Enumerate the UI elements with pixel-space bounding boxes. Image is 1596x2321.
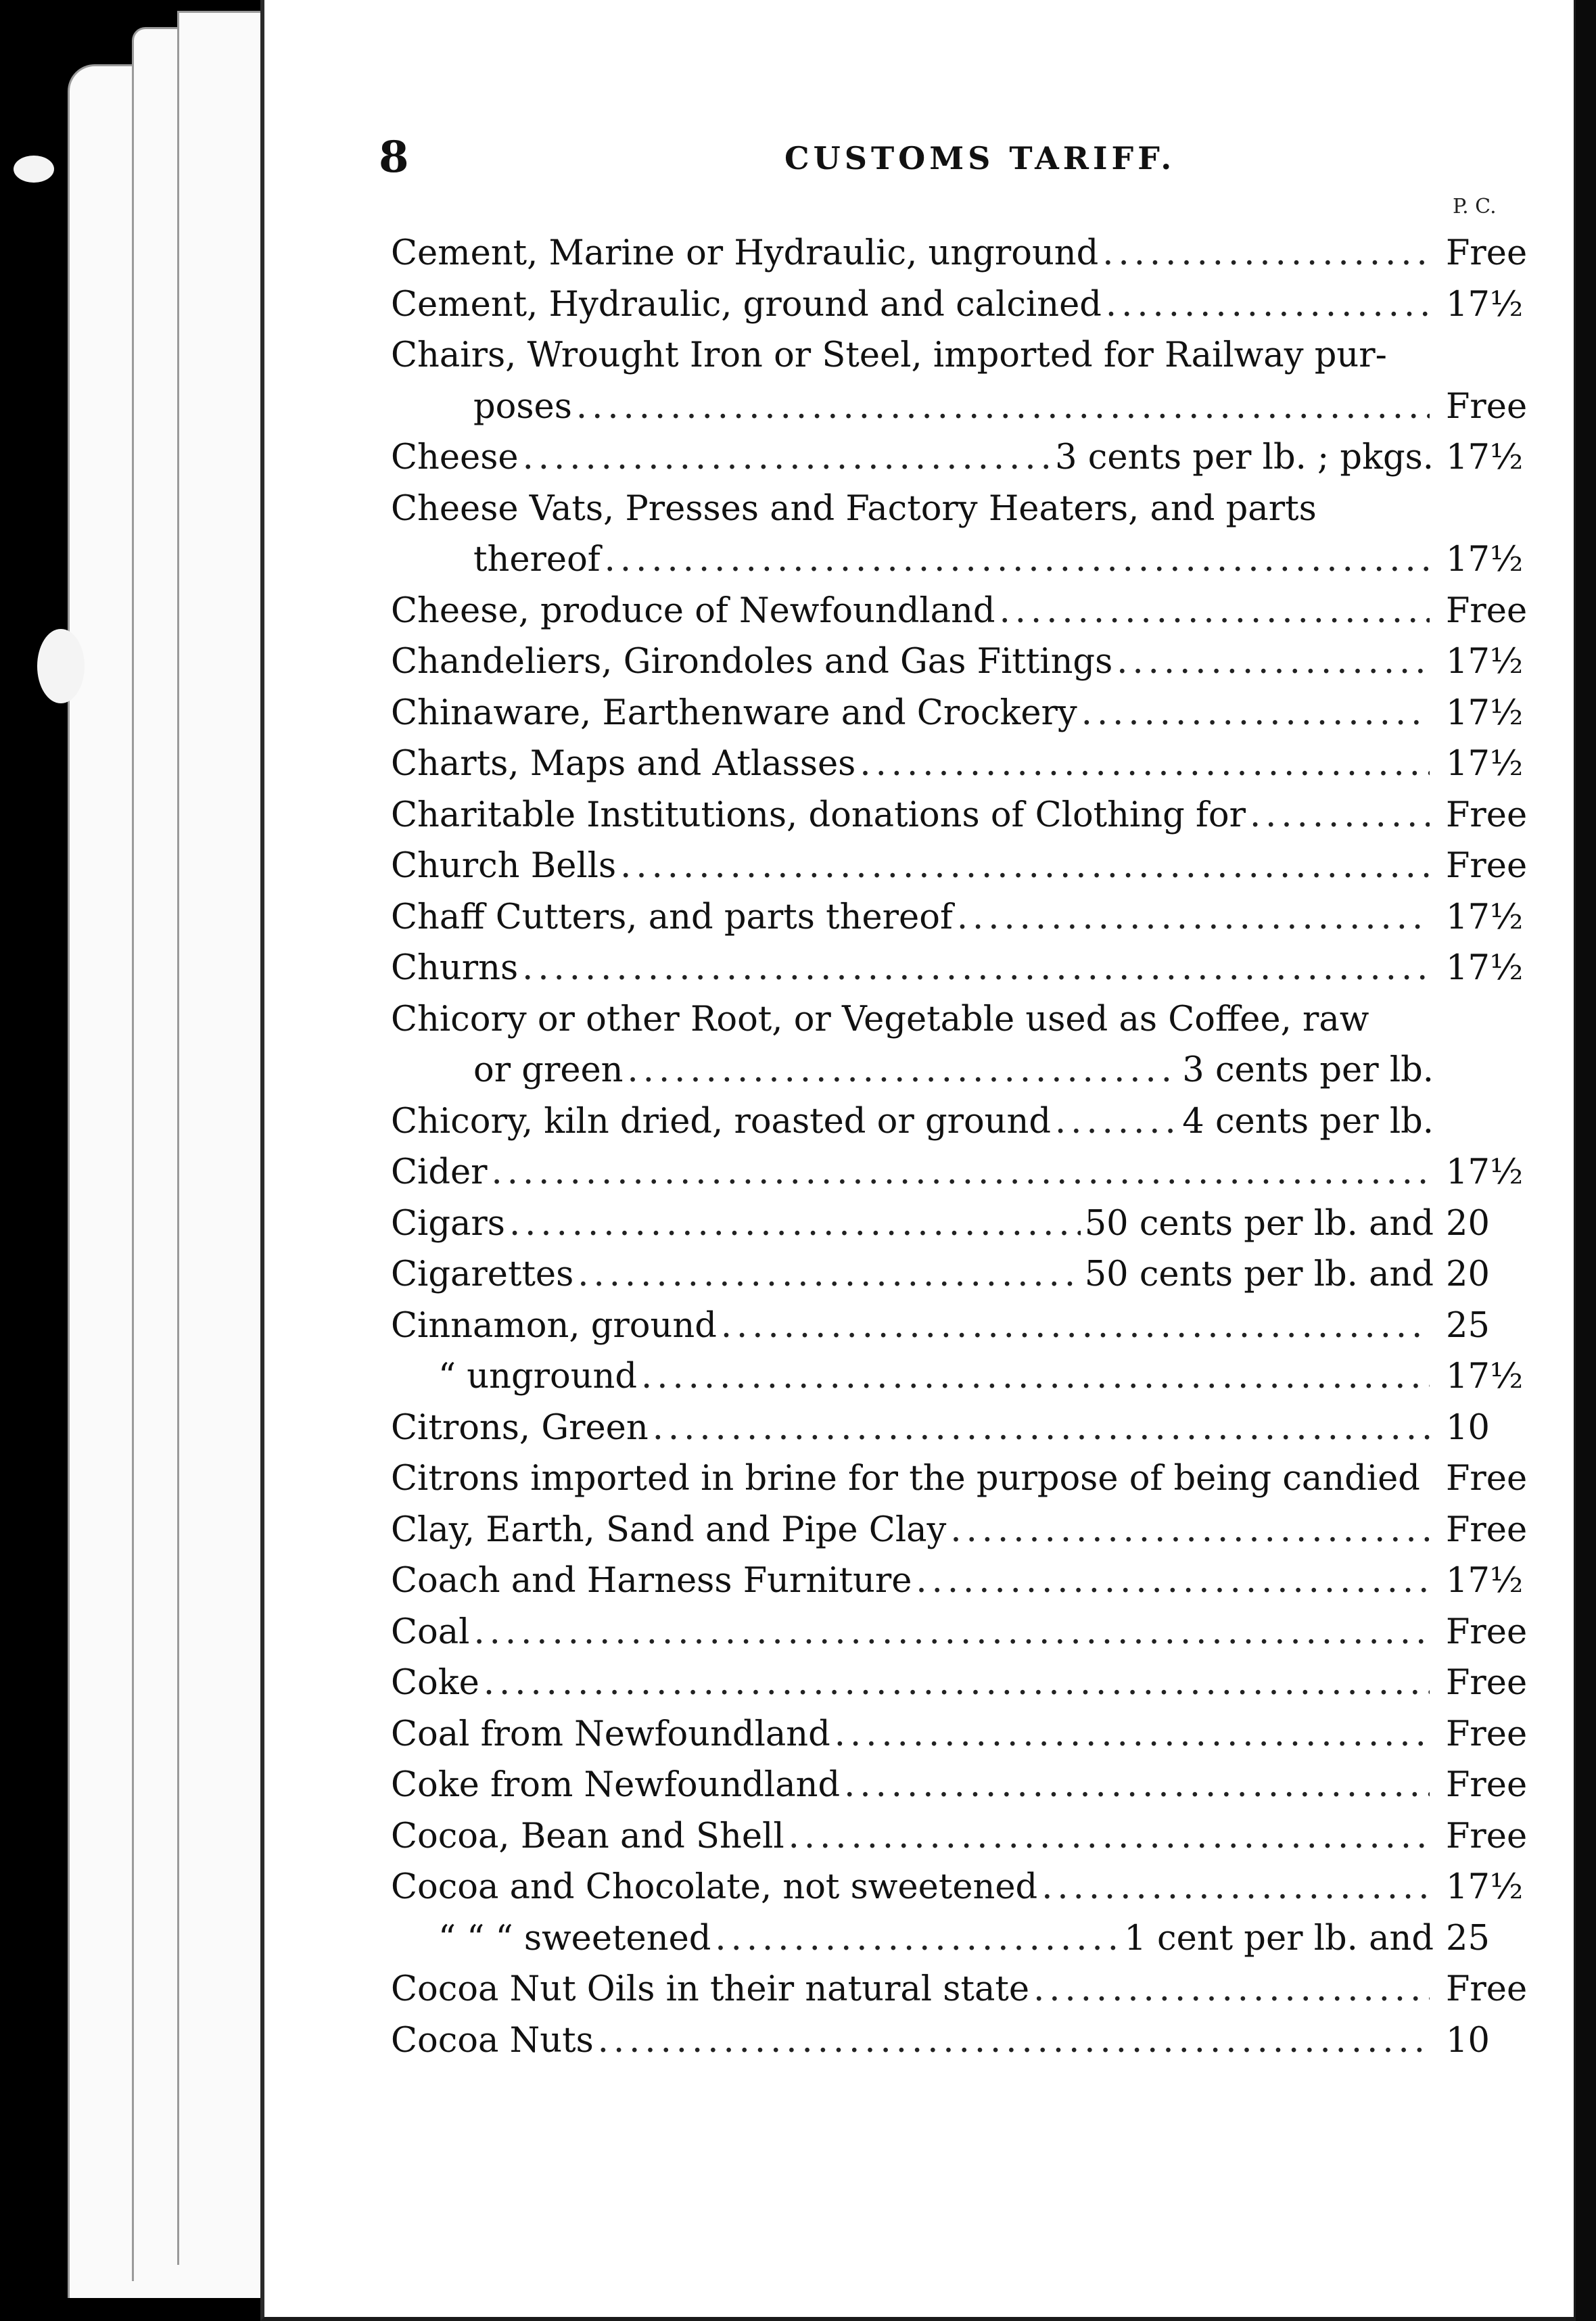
entry-percent-rate: Free [1446, 1765, 1528, 1805]
tariff-entry [391, 795, 1547, 847]
entry-percent-rate: 17½ [1446, 1867, 1524, 1907]
tariff-entry [391, 285, 1547, 336]
entry-percent-rate: 17½ [1446, 744, 1524, 784]
entry-description: Chicory or other Root, or Vegetable used as Coffee, raw [391, 999, 1369, 1039]
entry-percent-rate: Free [1446, 1612, 1528, 1652]
entry-description: Cheese [391, 438, 519, 477]
entry-percent-rate: Free [1446, 1714, 1528, 1754]
entry-description: Cheese, produce of Newfoundland [391, 590, 995, 631]
entry-percent-rate: Free [1446, 795, 1528, 835]
entry-description: Chaff Cutters, and parts thereof [391, 897, 953, 937]
tariff-entry [391, 1050, 1547, 1102]
dot-leader [721, 1306, 1430, 1346]
entry-percent-rate: Free [1446, 590, 1528, 631]
dot-leader [1041, 1867, 1430, 1907]
right-binding-shadow [1576, 0, 1596, 2321]
entry-specific-rate: 1 cent per lb. and [1124, 1918, 1434, 1959]
tariff-entry [391, 1663, 1547, 1714]
entry-description: “ unground [438, 1357, 638, 1397]
tariff-entry [391, 1714, 1547, 1766]
dot-leader [1250, 795, 1430, 835]
entry-specific-rate: 3 cents per lb. [1182, 1050, 1434, 1090]
scan-artifact [14, 156, 54, 183]
dot-leader [620, 846, 1430, 886]
entry-description: Charts, Maps and Atlasses [391, 744, 856, 784]
dot-leader [1102, 233, 1430, 273]
tariff-entry [391, 1306, 1547, 1357]
entry-percent-rate: 25 [1446, 1305, 1490, 1346]
entry-description: Charitable Institutions, donations of Clothing for [391, 795, 1246, 835]
dot-leader [1106, 285, 1430, 325]
entry-description: Coke from Newfoundland [391, 1765, 841, 1805]
entry-percent-rate: 10 [1446, 1407, 1490, 1448]
entry-description: Coach and Harness Furniture [391, 1561, 912, 1601]
entry-percent-rate: 17½ [1446, 540, 1524, 580]
dot-leader [641, 1357, 1430, 1397]
dot-leader [484, 1663, 1430, 1703]
column-header-pc: P. C. [1453, 195, 1497, 218]
entry-specific-rate: 50 cents per lb. and [1084, 1255, 1434, 1294]
entry-description: Chinaware, Earthenware and Crockery [391, 693, 1077, 733]
dot-leader [844, 1765, 1430, 1805]
entry-description: Clay, Earth, Sand and Pipe Clay [391, 1509, 947, 1550]
entry-percent-rate: 17½ [1446, 693, 1524, 733]
entry-description: Chairs, Wrought Iron or Steel, imported for Railway pur- [391, 335, 1387, 375]
entry-description: Citrons, Green [391, 1407, 649, 1448]
entry-description: Church Bells [391, 846, 617, 886]
dot-leader [957, 897, 1430, 937]
dot-leader [916, 1561, 1430, 1601]
dot-leader [835, 1714, 1430, 1754]
entry-description: Cocoa Nut Oils in their natural state [391, 1969, 1030, 2009]
dot-leader [950, 1510, 1430, 1550]
tariff-entry [391, 1612, 1547, 1664]
entry-description: Coal from Newfoundland [391, 1714, 830, 1754]
dot-leader [715, 1919, 1120, 1959]
tariff-entry [391, 1000, 1547, 1051]
entry-description: Cigarettes [391, 1255, 574, 1294]
entry-percent-rate: 17½ [1446, 438, 1524, 477]
tariff-entry [391, 1816, 1547, 1868]
tariff-entry [391, 1561, 1547, 1612]
entry-specific-rate: 50 cents per lb. and [1084, 1203, 1434, 1244]
entry-percent-rate: 17½ [1446, 1152, 1524, 1192]
tariff-entry [391, 1969, 1547, 2021]
scan-artifact [37, 629, 85, 703]
entry-specific-rate: 3 cents per lb. ; pkgs. [1055, 438, 1434, 477]
dot-leader [576, 387, 1430, 427]
tariff-entry [391, 1408, 1547, 1459]
entry-percent-rate: Free [1446, 1816, 1528, 1856]
page-header [379, 132, 1420, 186]
entry-description: Cocoa and Chocolate, not sweetened [391, 1867, 1038, 1907]
dot-leader [1081, 693, 1430, 733]
dot-leader [605, 540, 1430, 580]
dot-leader [522, 948, 1430, 988]
tariff-entry [391, 540, 1547, 591]
entry-description: poses [473, 386, 572, 427]
entry-percent-rate: 17½ [1446, 284, 1524, 325]
tariff-entry [391, 1510, 1547, 1562]
tariff-entry [391, 1867, 1547, 1919]
tariff-entry [391, 233, 1547, 285]
entry-description: Cinnamon, ground [391, 1305, 717, 1346]
dot-leader [789, 1816, 1430, 1856]
dot-leader [1000, 591, 1430, 631]
entry-percent-rate: Free [1446, 1459, 1528, 1499]
entry-description: Cider [391, 1152, 488, 1192]
tariff-entry [391, 387, 1547, 438]
entry-percent-rate: Free [1446, 386, 1528, 427]
tariff-entry [391, 744, 1547, 795]
entry-description: or green [473, 1050, 624, 1090]
tariff-entry [391, 1204, 1547, 1255]
tariff-entry [391, 1357, 1547, 1408]
tariff-entry [391, 1152, 1547, 1204]
tariff-entry [391, 897, 1547, 949]
entry-description: thereof [473, 540, 601, 580]
entry-percent-rate: 17½ [1446, 642, 1524, 682]
entry-description: Coal [391, 1612, 470, 1652]
dot-leader [509, 1204, 1081, 1244]
entry-percent-rate: 20 [1446, 1203, 1490, 1244]
dot-leader [1055, 1102, 1178, 1142]
tariff-entry [391, 1255, 1547, 1306]
tariff-entry [391, 846, 1547, 897]
dot-leader [578, 1255, 1080, 1294]
entry-percent-rate: 17½ [1446, 1357, 1524, 1397]
entry-percent-rate: Free [1446, 233, 1528, 273]
entry-description: Churns [391, 948, 519, 988]
dot-leader [653, 1408, 1430, 1448]
entry-description: Cocoa, Bean and Shell [391, 1816, 784, 1856]
tariff-entry [391, 642, 1547, 693]
entry-percent-rate: 25 [1446, 1918, 1490, 1959]
entry-percent-rate: 20 [1446, 1255, 1490, 1294]
entry-description: Cocoa Nuts [391, 2020, 594, 2061]
entry-percent-rate: 17½ [1446, 948, 1524, 988]
entry-percent-rate: Free [1446, 846, 1528, 886]
entry-description: Citrons imported in brine for the purpose of being candied [391, 1459, 1420, 1499]
entry-description: “ “ “ sweetened [438, 1918, 711, 1959]
page-title: CUSTOMS TARIFF. [784, 140, 1176, 177]
tariff-list [391, 233, 1547, 2071]
entry-description: Cheese Vats, Presses and Factory Heaters, and parts [391, 488, 1317, 529]
dot-leader [628, 1050, 1179, 1090]
dot-leader [598, 2021, 1430, 2061]
dot-leader [860, 744, 1430, 784]
tariff-entry [391, 489, 1547, 540]
tariff-entry [391, 1765, 1547, 1816]
entry-description: Cigars [391, 1203, 505, 1244]
tariff-entry [391, 591, 1547, 642]
tariff-entry [391, 2021, 1547, 2072]
entry-percent-rate: 10 [1446, 2020, 1490, 2061]
entry-description: Chandeliers, Girondoles and Gas Fittings [391, 642, 1113, 682]
entry-percent-rate: Free [1446, 1969, 1528, 2009]
entry-percent-rate: 17½ [1446, 897, 1524, 937]
entry-percent-rate: 17½ [1446, 1561, 1524, 1601]
tariff-entry [391, 693, 1547, 745]
dot-leader [473, 1612, 1430, 1652]
dot-leader [1033, 1969, 1430, 2009]
page-number: 8 [379, 132, 409, 183]
entry-description: Coke [391, 1663, 479, 1703]
tariff-entry [391, 1919, 1547, 1970]
tariff-entry [391, 1102, 1547, 1153]
tariff-entry [391, 438, 1547, 489]
entry-percent-rate: Free [1446, 1663, 1528, 1703]
entry-percent-rate: Free [1446, 1509, 1528, 1550]
tariff-entry [391, 1459, 1547, 1510]
dot-leader [523, 438, 1052, 477]
entry-specific-rate: 4 cents per lb. [1182, 1101, 1434, 1142]
entry-description: Chicory, kiln dried, roasted or ground [391, 1101, 1052, 1142]
dot-leader [492, 1152, 1430, 1192]
entry-description: Cement, Marine or Hydraulic, unground [391, 233, 1099, 273]
entry-description: Cement, Hydraulic, ground and calcined [391, 284, 1102, 325]
dot-leader [1117, 642, 1430, 682]
tariff-entry [391, 948, 1547, 1000]
tariff-entry [391, 335, 1547, 387]
